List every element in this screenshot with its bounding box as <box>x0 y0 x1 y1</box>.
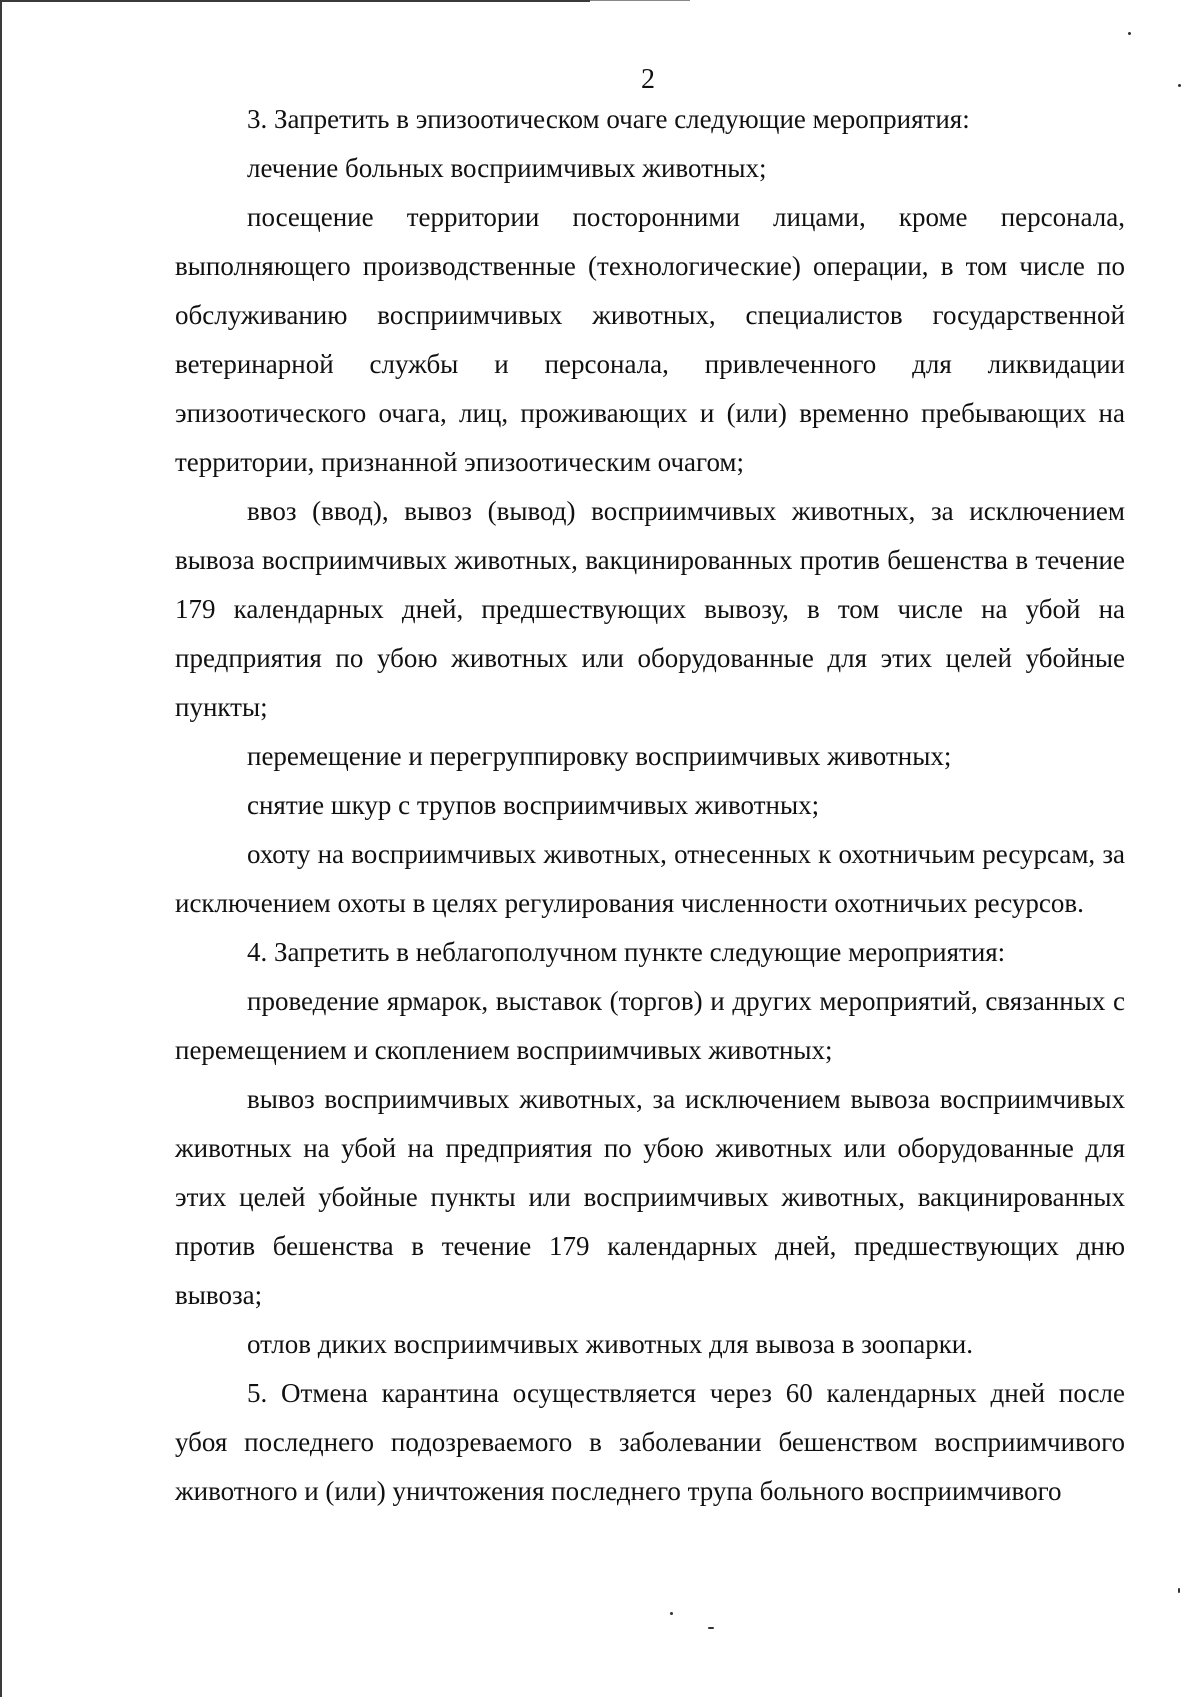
scan-speck <box>1178 84 1181 87</box>
page-number: 2 <box>641 64 655 95</box>
paragraph-capture-ban: отлов диких восприимчивых животных для вывоза в зоопарки. <box>247 1329 974 1359</box>
paragraph-treatment-ban: лечение больных восприимчивых животных; <box>247 153 767 183</box>
paragraph-item-3: 3. Запретить в эпизоотическом очаге следующие мероприятия: <box>247 104 970 134</box>
paragraph-removal-ban: вывоз восприимчивых животных, за исключением вывоза восприимчивых животных на убой на предприятия по убою животных или оборудованные для этих целей убойные пункты или восприимчивых животных, вакцинированных против бешенства в течение 179 календарных дней, предшествующих дню вывоза; <box>175 1084 1125 1310</box>
paragraph-regrouping-ban: перемещение и перегруппировку восприимчивых животных; <box>247 741 952 771</box>
paragraph-skinning-ban: снятие шкур с трупов восприимчивых животных; <box>247 790 820 820</box>
scan-speck <box>1128 32 1131 35</box>
scan-border-top-faint <box>590 0 690 1</box>
scan-speck <box>708 1627 714 1629</box>
scan-border-left <box>0 0 2 1697</box>
paragraph-item-4: 4. Запретить в неблагополучном пункте следующие мероприятия: <box>247 937 1006 967</box>
scan-border-top <box>0 0 590 2</box>
document-body <box>175 95 1125 1516</box>
paragraph-fairs-ban: проведение ярмарок, выставок (торгов) и других мероприятий, связанных с перемещением и скоплением восприимчивых животных; <box>175 986 1125 1065</box>
scan-speck <box>1178 1588 1180 1593</box>
scan-speck <box>670 1612 673 1615</box>
paragraph-hunting-ban: охоту на восприимчивых животных, отнесенных к охотничьим ресурсам, за исключением охоты в целях регулирования численности охотничьих ресурсов. <box>175 839 1125 918</box>
paragraph-item-5: 5. Отмена карантина осуществляется через 60 календарных дней после убоя последнего подозреваемого в заболевании бешенством восприимчивого животного и (или) уничтожения последнего трупа больного восприимчивого <box>175 1378 1125 1506</box>
paragraph-visit-ban: посещение территории посторонними лицами, кроме персонала, выполняющего производственные (технологические) операции, в том числе по обслуживанию восприимчивых животных, специалистов государственной ветеринарной службы и персонала, привлеченного для ликвидации эпизоотического очага, лиц, проживающих и (или) временно пребывающих на территории, признанной эпизоотическим очагом; <box>175 202 1125 477</box>
paragraph-import-export-ban: ввоз (ввод), вывоз (вывод) восприимчивых животных, за исключением вывоза восприимчивых животных, вакцинированных против бешенства в течение 179 календарных дней, предшествующих вывозу, в том числе на убой на предприятия по убою животных или оборудованные для этих целей убойные пункты; <box>175 496 1125 722</box>
